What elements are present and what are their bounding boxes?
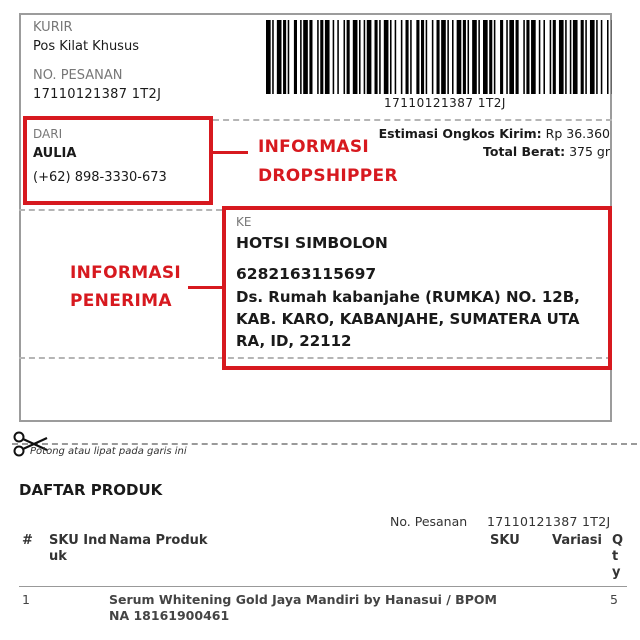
barcode-bar [367, 20, 372, 94]
barcode-bar [516, 20, 519, 94]
dashed-divider [19, 209, 222, 211]
barcode-bar [601, 20, 603, 94]
barcode-bar [489, 20, 492, 94]
shipping-estimate-label: Estimasi Ongkos Kirim: [378, 126, 542, 141]
dashed-divider [213, 119, 612, 121]
barcode-bar [347, 20, 350, 94]
barcode-bar [585, 20, 587, 94]
barcode-bar [478, 20, 480, 94]
barcode-bar [494, 20, 496, 94]
barcode-bar [416, 20, 419, 94]
barcode-bar [288, 20, 290, 94]
barcode-bar [333, 20, 335, 94]
col-sku-header: SKU [490, 533, 520, 548]
barcode-bar [272, 20, 274, 94]
barcode-bar [570, 20, 572, 94]
product-order-value: 17110121387 1T2J [487, 514, 611, 529]
barcode-bar [539, 20, 541, 94]
barcode-bar [596, 20, 598, 94]
annotation-connector [213, 151, 248, 154]
annotation-dropshipper-line2: DROPSHIPPER [258, 166, 398, 186]
barcode-bar [573, 20, 578, 94]
barcode-bar [432, 20, 434, 94]
col-name-header: Nama Produk [109, 533, 208, 548]
barcode-bar [294, 20, 297, 94]
barcode-bar [447, 20, 449, 94]
barcode-bar [463, 20, 466, 94]
barcode-bar [406, 20, 409, 94]
recipient-label: KE [236, 215, 252, 229]
barcode-bar [283, 20, 286, 94]
annotation-receiver-line1: INFORMASI [70, 263, 182, 283]
barcode-bar [441, 20, 446, 94]
col-sku-induk-header-2: uk [49, 549, 67, 564]
barcode-bar [325, 20, 330, 94]
barcode-bar [337, 20, 339, 94]
barcode-bar [523, 20, 525, 94]
barcode-bar [401, 20, 403, 94]
barcode-bar [364, 20, 366, 94]
sender-name: AULIA [33, 146, 77, 161]
courier-label: KURIR [33, 20, 73, 35]
barcode-bar [375, 20, 378, 94]
barcode-bar [457, 20, 462, 94]
barcode-bar [437, 20, 440, 94]
barcode-bar [266, 20, 271, 94]
barcode-bar [395, 20, 397, 94]
barcode-bar [565, 20, 567, 94]
barcode [266, 20, 612, 94]
barcode-bar [472, 20, 477, 94]
row-product-name-line2: NA 18161900461 [109, 608, 230, 623]
barcode-bar [344, 20, 346, 94]
barcode-bar [421, 20, 424, 94]
barcode-bar [452, 20, 454, 94]
courier-value: Pos Kilat Khusus [33, 39, 139, 54]
row-no: 1 [22, 592, 30, 607]
barcode-bar [320, 20, 323, 94]
row-qty: 5 [610, 592, 618, 607]
barcode-bar [426, 20, 428, 94]
annotation-receiver-line2: PENERIMA [70, 291, 172, 311]
recipient-name: HOTSI SIMBOLON [236, 234, 388, 252]
shipping-estimate [379, 126, 610, 141]
table-divider [19, 586, 627, 587]
barcode-bar [526, 20, 529, 94]
barcode-bar [509, 20, 514, 94]
col-sku-induk-header-1: SKU Ind [49, 533, 107, 548]
total-weight [483, 144, 610, 159]
barcode-bar [607, 20, 609, 94]
barcode-bar [483, 20, 488, 94]
cut-line [12, 443, 637, 445]
total-weight-label: Total Berat: [483, 144, 566, 159]
total-weight-value: 375 gr [569, 144, 610, 159]
barcode-bar [317, 20, 319, 94]
row-product-name-line1: Serum Whitening Gold Jaya Mandiri by Hanasui / BPOM [109, 592, 497, 607]
barcode-bar [300, 20, 302, 94]
recipient-phone: 6282163115697 [236, 265, 377, 283]
cut-line-text: Potong atau lipat pada garis ini [30, 446, 187, 457]
barcode-bar [309, 20, 312, 94]
col-variasi-header: Variasi [552, 533, 602, 548]
barcode-bar [353, 20, 358, 94]
order-number-label: NO. PESANAN [33, 68, 123, 83]
col-qty-header-1: Q [612, 533, 624, 548]
sender-phone: (+62) 898-3330-673 [33, 170, 167, 185]
barcode-bar [379, 20, 381, 94]
barcode-bar [543, 20, 545, 94]
barcode-bar [390, 20, 392, 94]
barcode-bar [559, 20, 564, 94]
barcode-bar [553, 20, 556, 94]
barcode-bar [500, 20, 503, 94]
product-order-label: No. Pesanan [390, 514, 468, 529]
col-qty-header-3: y [612, 565, 621, 580]
barcode-bar [550, 20, 552, 94]
col-qty-header-2: t [612, 549, 619, 564]
barcode-bar [384, 20, 389, 94]
barcode-bar [468, 20, 470, 94]
col-no-header: # [22, 533, 33, 548]
barcode-bar [303, 20, 308, 94]
order-number-value: 17110121387 1T2J [33, 87, 162, 102]
barcode-bar [581, 20, 584, 94]
barcode-bar [410, 20, 412, 94]
product-list-title: DAFTAR PRODUK [19, 481, 163, 499]
barcode-bar [506, 20, 508, 94]
barcode-bar [590, 20, 595, 94]
recipient-address-line2: KAB. KARO, KABANJAHE, SUMATERA UTA [236, 310, 580, 328]
sender-label: DARI [33, 127, 63, 141]
recipient-address-line3: RA, ID, 22112 [236, 332, 352, 350]
recipient-address-line1: Ds. Rumah kabanjahe (RUMKA) NO. 12B, [236, 288, 580, 306]
barcode-text: 17110121387 1T2J [384, 96, 506, 110]
barcode-bar [277, 20, 282, 94]
annotation-dropshipper-line1: INFORMASI [258, 137, 370, 157]
annotation-connector [188, 286, 222, 289]
barcode-bar [531, 20, 536, 94]
shipping-estimate-value: Rp 36.360 [545, 126, 610, 141]
barcode-bar [359, 20, 361, 94]
